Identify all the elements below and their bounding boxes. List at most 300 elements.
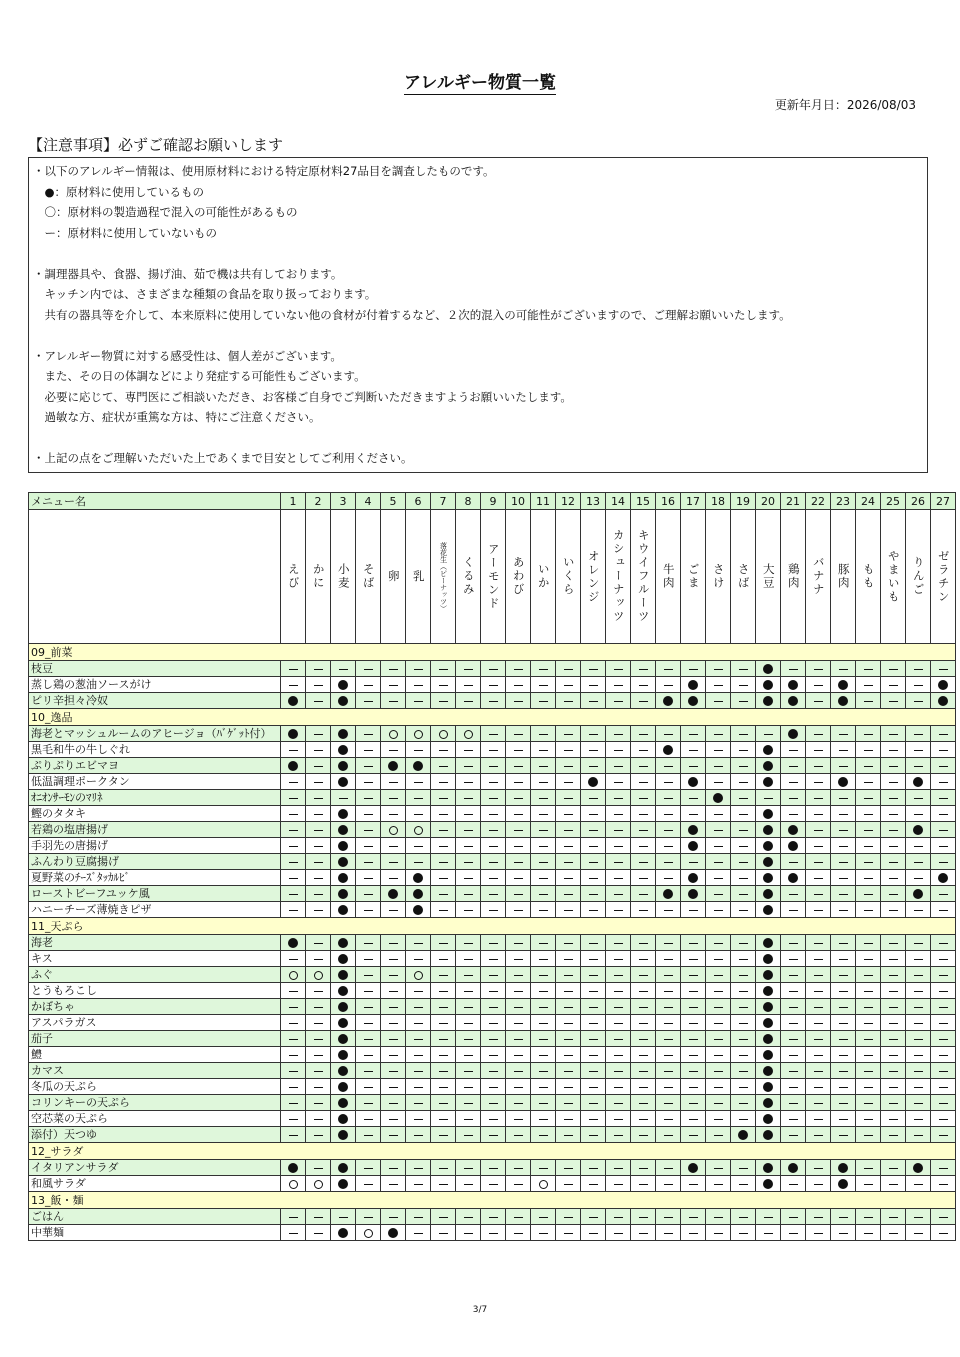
mark-none: [706, 1160, 731, 1176]
dash-icon: [939, 1217, 948, 1218]
allergen-number: 18: [706, 493, 731, 510]
dash-icon: [814, 1168, 823, 1169]
filled-circle-icon: [388, 761, 398, 771]
mark-used: [756, 1047, 781, 1063]
mark-none: [581, 1209, 606, 1225]
mark-none: [456, 774, 481, 790]
mark-none: [381, 1209, 406, 1225]
dash-icon: [464, 701, 473, 702]
mark-none: [506, 742, 531, 758]
mark-none: [656, 838, 681, 854]
mark-none: [831, 886, 856, 902]
mark-none: [456, 935, 481, 951]
filled-circle-icon: [763, 1082, 773, 1092]
mark-none: [706, 951, 731, 967]
mark-none: [581, 854, 606, 870]
dash-icon: [739, 878, 748, 879]
dash-icon: [889, 862, 898, 863]
mark-none: [881, 1176, 906, 1192]
mark-none: [731, 661, 756, 677]
mark-used: [331, 774, 356, 790]
dash-icon: [589, 846, 598, 847]
filled-circle-icon: [338, 954, 348, 964]
allergen-name-text: もも: [861, 563, 876, 590]
mark-none: [506, 1079, 531, 1095]
mark-none: [531, 967, 556, 983]
mark-none: [381, 790, 406, 806]
mark-none: [931, 1047, 956, 1063]
notice-heading: 【注意事項】必ずご確認お願いします: [28, 136, 284, 154]
mark-none: [806, 886, 831, 902]
mark-used: [781, 838, 806, 854]
dash-icon: [864, 1119, 873, 1120]
allergen-name: [631, 510, 656, 644]
mark-used: [331, 742, 356, 758]
mark-none: [706, 838, 731, 854]
allergen-name: [431, 510, 456, 644]
dash-icon: [714, 1135, 723, 1136]
filled-circle-icon: [688, 841, 698, 851]
dash-icon: [864, 910, 873, 911]
mark-none: [306, 1209, 331, 1225]
table-row: [29, 838, 956, 854]
dash-icon: [614, 669, 623, 670]
mark-used: [331, 1079, 356, 1095]
dash-icon: [839, 846, 848, 847]
dash-icon: [314, 685, 323, 686]
dash-icon: [614, 1039, 623, 1040]
dash-icon: [589, 943, 598, 944]
dash-icon: [664, 991, 673, 992]
mark-used: [681, 870, 706, 886]
dash-icon: [439, 1135, 448, 1136]
menu-name: 添付）天つゆ: [29, 1127, 281, 1143]
mark-none: [706, 822, 731, 838]
mark-possible: [456, 726, 481, 742]
mark-none: [856, 951, 881, 967]
dash-icon: [439, 1119, 448, 1120]
mark-none: [581, 742, 606, 758]
mark-none: [481, 1047, 506, 1063]
dash-icon: [939, 1233, 948, 1234]
mark-none: [856, 1111, 881, 1127]
dash-icon: [514, 669, 523, 670]
dash-icon: [639, 943, 648, 944]
table-row: [29, 693, 956, 709]
allergen-number: 15: [631, 493, 656, 510]
allergen-name: [306, 510, 331, 644]
dash-icon: [289, 910, 298, 911]
filled-circle-icon: [688, 696, 698, 706]
filled-circle-icon: [338, 729, 348, 739]
mark-none: [431, 1127, 456, 1143]
dash-icon: [389, 782, 398, 783]
mark-none: [306, 806, 331, 822]
table-row: [29, 1031, 956, 1047]
dash-icon: [639, 862, 648, 863]
dash-icon: [364, 750, 373, 751]
dash-icon: [439, 798, 448, 799]
dash-icon: [589, 959, 598, 960]
dash-icon: [539, 878, 548, 879]
dash-icon: [889, 685, 898, 686]
filled-circle-icon: [338, 938, 348, 948]
mark-none: [431, 790, 456, 806]
mark-none: [281, 677, 306, 693]
mark-none: [581, 935, 606, 951]
mark-none: [356, 677, 381, 693]
dash-icon: [814, 782, 823, 783]
mark-none: [356, 1063, 381, 1079]
dash-icon: [639, 910, 648, 911]
mark-none: [506, 1015, 531, 1031]
dash-icon: [289, 862, 298, 863]
dash-icon: [889, 1007, 898, 1008]
dash-icon: [489, 1039, 498, 1040]
dash-icon: [939, 669, 948, 670]
mark-none: [281, 951, 306, 967]
filled-circle-icon: [338, 873, 348, 883]
dash-icon: [364, 1007, 373, 1008]
dash-icon: [664, 910, 673, 911]
mark-none: [806, 822, 831, 838]
dash-icon: [289, 750, 298, 751]
dash-icon: [939, 1007, 948, 1008]
dash-icon: [289, 959, 298, 960]
mark-used: [381, 1225, 406, 1241]
dash-icon: [489, 750, 498, 751]
dash-icon: [864, 669, 873, 670]
mark-none: [406, 1176, 431, 1192]
mark-none: [556, 726, 581, 742]
dash-icon: [814, 1039, 823, 1040]
mark-none: [656, 854, 681, 870]
mark-none: [731, 1063, 756, 1079]
mark-none: [856, 758, 881, 774]
dash-icon: [589, 1103, 598, 1104]
dash-icon: [789, 1039, 798, 1040]
dash-icon: [614, 1233, 623, 1234]
mark-none: [456, 1127, 481, 1143]
mark-none: [606, 1095, 631, 1111]
dash-icon: [364, 1103, 373, 1104]
filled-circle-icon: [663, 696, 673, 706]
mark-used: [406, 758, 431, 774]
category-label: 09_前菜: [29, 644, 956, 661]
mark-none: [931, 790, 956, 806]
mark-none: [531, 902, 556, 918]
mark-none: [731, 790, 756, 806]
mark-none: [681, 1031, 706, 1047]
dash-icon: [614, 862, 623, 863]
mark-used: [656, 693, 681, 709]
mark-none: [656, 677, 681, 693]
mark-none: [381, 838, 406, 854]
mark-none: [656, 983, 681, 999]
mark-none: [806, 1095, 831, 1111]
mark-none: [356, 774, 381, 790]
dash-icon: [514, 734, 523, 735]
mark-used: [331, 1160, 356, 1176]
mark-used: [756, 758, 781, 774]
dash-icon: [714, 846, 723, 847]
dash-icon: [439, 910, 448, 911]
mark-none: [656, 774, 681, 790]
mark-none: [681, 1111, 706, 1127]
dash-icon: [689, 1233, 698, 1234]
dash-icon: [564, 1168, 573, 1169]
mark-none: [831, 1031, 856, 1047]
filled-circle-icon: [763, 761, 773, 771]
allergen-name-text: いか: [536, 563, 551, 590]
mark-none: [706, 1079, 731, 1095]
mark-none: [381, 1015, 406, 1031]
dash-icon: [564, 991, 573, 992]
mark-none: [456, 838, 481, 854]
mark-none: [781, 758, 806, 774]
mark-none: [506, 983, 531, 999]
mark-used: [781, 677, 806, 693]
mark-none: [606, 1225, 631, 1241]
dash-icon: [489, 669, 498, 670]
mark-none: [306, 693, 331, 709]
mark-none: [581, 838, 606, 854]
mark-none: [581, 886, 606, 902]
dash-icon: [564, 782, 573, 783]
dash-icon: [564, 685, 573, 686]
dash-icon: [464, 1168, 473, 1169]
dash-icon: [364, 685, 373, 686]
mark-none: [456, 1031, 481, 1047]
mark-used: [756, 967, 781, 983]
dash-icon: [389, 1087, 398, 1088]
mark-none: [506, 726, 531, 742]
table-row: [29, 1176, 956, 1192]
mark-none: [856, 677, 881, 693]
mark-none: [406, 1047, 431, 1063]
mark-none: [706, 983, 731, 999]
mark-none: [556, 935, 581, 951]
mark-none: [856, 774, 881, 790]
mark-none: [781, 1111, 806, 1127]
mark-none: [556, 693, 581, 709]
mark-none: [456, 1160, 481, 1176]
dash-icon: [614, 894, 623, 895]
dash-icon: [939, 1071, 948, 1072]
dash-icon: [739, 943, 748, 944]
allergen-name: [881, 510, 906, 644]
allergen-number: 21: [781, 493, 806, 510]
dash-icon: [539, 1071, 548, 1072]
mark-none: [556, 999, 581, 1015]
mark-none: [856, 742, 881, 758]
mark-none: [856, 1176, 881, 1192]
filled-circle-icon: [688, 825, 698, 835]
mark-none: [681, 935, 706, 951]
dash-icon: [389, 685, 398, 686]
dash-icon: [814, 1135, 823, 1136]
dash-icon: [289, 894, 298, 895]
mark-none: [281, 742, 306, 758]
filled-circle-icon: [763, 745, 773, 755]
mark-none: [481, 1063, 506, 1079]
dash-icon: [564, 766, 573, 767]
mark-possible: [281, 967, 306, 983]
mark-none: [356, 1031, 381, 1047]
filled-circle-icon: [763, 873, 773, 883]
notice-box: [28, 157, 928, 473]
mark-none: [281, 1225, 306, 1241]
mark-none: [606, 677, 631, 693]
dash-icon: [739, 991, 748, 992]
dash-icon: [714, 750, 723, 751]
mark-none: [806, 758, 831, 774]
mark-none: [356, 693, 381, 709]
mark-used: [406, 902, 431, 918]
mark-none: [481, 758, 506, 774]
dash-icon: [889, 814, 898, 815]
filled-circle-icon: [763, 938, 773, 948]
dash-icon: [314, 1135, 323, 1136]
dash-icon: [639, 1217, 648, 1218]
dash-icon: [289, 1071, 298, 1072]
dash-icon: [739, 701, 748, 702]
mark-none: [281, 1031, 306, 1047]
mark-none: [656, 1079, 681, 1095]
mark-possible: [381, 726, 406, 742]
dash-icon: [814, 830, 823, 831]
mark-none: [281, 983, 306, 999]
mark-none: [531, 1015, 556, 1031]
mark-none: [556, 742, 581, 758]
dash-icon: [314, 669, 323, 670]
dash-icon: [589, 734, 598, 735]
dash-icon: [539, 862, 548, 863]
dash-icon: [514, 1055, 523, 1056]
dash-icon: [464, 1039, 473, 1040]
allergen-name-text: さば: [736, 563, 751, 590]
dash-icon: [489, 734, 498, 735]
mark-none: [856, 806, 881, 822]
mark-none: [881, 693, 906, 709]
mark-none: [531, 1079, 556, 1095]
mark-used: [331, 1176, 356, 1192]
mark-used: [781, 693, 806, 709]
dash-icon: [389, 1184, 398, 1185]
mark-used: [281, 726, 306, 742]
mark-none: [406, 1160, 431, 1176]
dash-icon: [489, 862, 498, 863]
mark-none: [856, 822, 881, 838]
dash-icon: [639, 798, 648, 799]
dash-icon: [639, 701, 648, 702]
dash-icon: [714, 734, 723, 735]
dash-icon: [464, 894, 473, 895]
allergen-name-text: 小麦: [336, 563, 351, 590]
filled-circle-icon: [763, 1050, 773, 1060]
filled-circle-icon: [663, 889, 673, 899]
mark-none: [631, 693, 656, 709]
dash-icon: [414, 1007, 423, 1008]
dash-icon: [539, 782, 548, 783]
allergen-name: [281, 510, 306, 644]
dash-icon: [514, 1039, 523, 1040]
dash-icon: [389, 1039, 398, 1040]
dash-icon: [789, 1103, 798, 1104]
menu-name: 茄子: [29, 1031, 281, 1047]
mark-none: [506, 822, 531, 838]
mark-none: [606, 1015, 631, 1031]
dash-icon: [939, 830, 948, 831]
mark-none: [606, 886, 631, 902]
mark-none: [606, 1111, 631, 1127]
mark-none: [631, 1111, 656, 1127]
mark-none: [431, 854, 456, 870]
dash-icon: [614, 1007, 623, 1008]
mark-none: [581, 822, 606, 838]
dash-icon: [789, 814, 798, 815]
dash-icon: [414, 1233, 423, 1234]
dash-icon: [914, 669, 923, 670]
dash-icon: [589, 1007, 598, 1008]
dash-icon: [689, 1119, 698, 1120]
mark-none: [656, 806, 681, 822]
filled-circle-icon: [688, 777, 698, 787]
dash-icon: [514, 1168, 523, 1169]
table-row: [29, 935, 956, 951]
dash-icon: [314, 862, 323, 863]
dash-icon: [489, 878, 498, 879]
dash-icon: [539, 991, 548, 992]
dash-icon: [864, 959, 873, 960]
mark-none: [381, 999, 406, 1015]
mark-none: [356, 854, 381, 870]
dash-icon: [789, 1233, 798, 1234]
mark-none: [406, 854, 431, 870]
allergen-name-text: あわび: [511, 556, 526, 597]
page-title: アレルギー物質一覧: [404, 73, 556, 93]
mark-none: [306, 1063, 331, 1079]
dash-icon: [539, 1039, 548, 1040]
filled-circle-icon: [338, 745, 348, 755]
dash-icon: [814, 1071, 823, 1072]
dash-icon: [439, 1168, 448, 1169]
dash-icon: [364, 669, 373, 670]
dash-icon: [889, 878, 898, 879]
dash-icon: [739, 1184, 748, 1185]
mark-none: [831, 790, 856, 806]
mark-used: [331, 935, 356, 951]
mark-none: [281, 854, 306, 870]
mark-none: [506, 1209, 531, 1225]
mark-none: [481, 806, 506, 822]
dash-icon: [439, 766, 448, 767]
filled-circle-icon: [413, 889, 423, 899]
mark-none: [881, 854, 906, 870]
mark-none: [381, 902, 406, 918]
dash-icon: [664, 1119, 673, 1120]
mark-used: [331, 886, 356, 902]
mark-none: [831, 758, 856, 774]
mark-used: [756, 983, 781, 999]
mark-used: [331, 822, 356, 838]
dash-icon: [939, 1103, 948, 1104]
mark-none: [656, 902, 681, 918]
mark-none: [781, 661, 806, 677]
dash-icon: [589, 910, 598, 911]
dash-icon: [939, 959, 948, 960]
mark-none: [306, 661, 331, 677]
